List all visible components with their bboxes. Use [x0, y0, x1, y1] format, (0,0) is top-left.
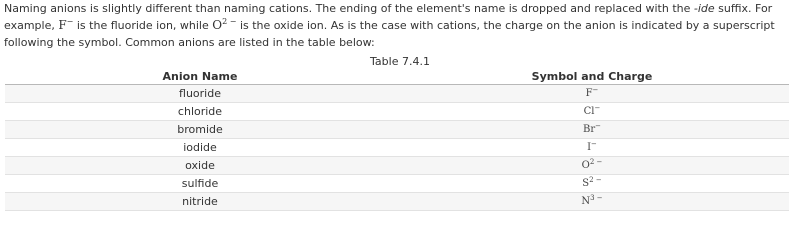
symbol-cell [395, 175, 789, 193]
anions-table [5, 68, 789, 211]
table-row [5, 139, 789, 157]
table-row [5, 103, 789, 121]
anion-name-cell: bromide [5, 121, 395, 139]
anion-name-cell: fluoride [5, 85, 395, 103]
table-row [5, 157, 789, 175]
symbol-cell [395, 103, 789, 121]
symbol-base: O [581, 160, 590, 171]
fluoride-symbol-base: F [58, 18, 67, 32]
symbol-base: Cl [583, 106, 595, 117]
ide-suffix: -ide [693, 2, 715, 15]
symbol-cell [395, 193, 789, 211]
fluoride-symbol [58, 18, 73, 32]
symbol-base: N [581, 196, 591, 207]
charge-superscript: − [594, 104, 601, 112]
symbol-base: I [587, 142, 592, 153]
symbol-base: Br [582, 124, 596, 135]
charge-superscript: − [592, 86, 599, 94]
paragraph-text-1: Naming anions is slightly different than naming cations. The ending of the element's name is dropped and replaced with the [4, 2, 694, 15]
paragraph-text-4: is the oxide ion. As is the case with cations, the charge on the anion is indicated by a superscript following the symbol. Common anions are listed in the table below: [4, 19, 775, 49]
table-caption: Table 7.4.1 [370, 55, 430, 68]
table-row [5, 193, 789, 211]
paragraph-text-3: is the fluoride ion, while [73, 19, 213, 32]
charge-superscript: 3 − [590, 194, 603, 202]
anion-name-cell: oxide [5, 157, 395, 175]
table-row [5, 121, 789, 139]
oxide-symbol-charge: 2 − [222, 17, 237, 26]
anion-name-cell: iodide [5, 139, 395, 157]
anion-name-cell: nitride [5, 193, 395, 211]
anion-name-cell: sulfide [5, 175, 395, 193]
fluoride-symbol-charge: − [66, 17, 74, 26]
symbol-base: S [582, 178, 590, 189]
symbol-cell [395, 121, 789, 139]
symbol-cell [395, 157, 789, 175]
charge-superscript: − [591, 140, 597, 148]
symbol-base: F [585, 88, 593, 99]
oxide-symbol [212, 18, 236, 32]
charge-superscript: − [595, 122, 601, 130]
header-symbol-and-charge: Symbol and Charge [395, 68, 789, 85]
table-header-row [5, 68, 789, 85]
table-row [5, 85, 789, 103]
symbol-cell [395, 139, 789, 157]
symbol-cell [395, 85, 789, 103]
paragraph-text-2: suffix. For example, [4, 2, 773, 32]
intro-paragraph [4, 0, 794, 51]
charge-superscript: 2 − [589, 176, 602, 184]
table-row [5, 175, 789, 193]
charge-superscript: 2 − [589, 158, 603, 166]
header-anion-name: Anion Name [5, 68, 395, 85]
oxide-symbol-base: O [212, 18, 223, 32]
anion-name-cell: chloride [5, 103, 395, 121]
